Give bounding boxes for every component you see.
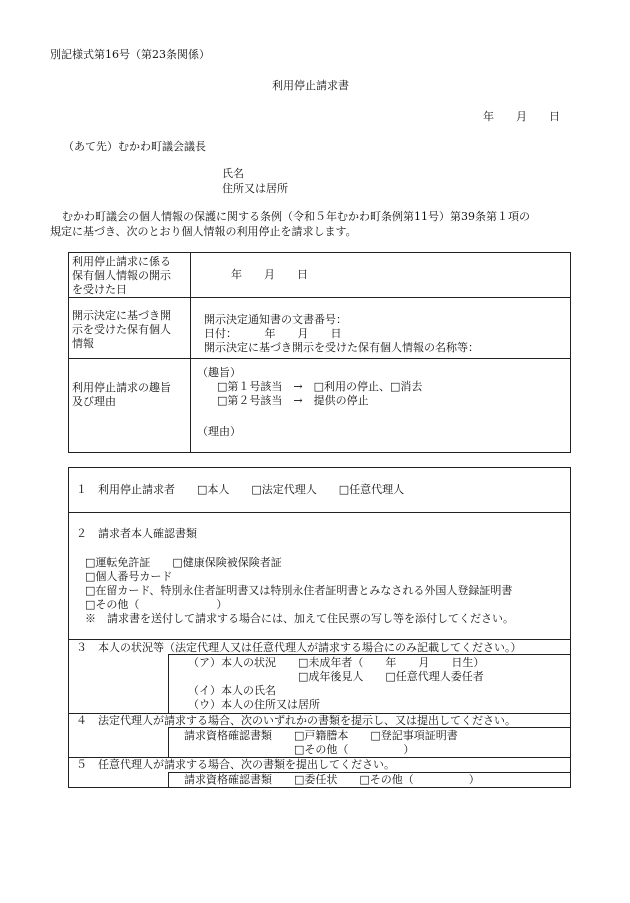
requester-info-table	[68, 467, 571, 788]
id-documents-heading: ２ 請求者本人確認書類	[76, 527, 197, 540]
disclosure-date-field[interactable]: 年 月 日	[231, 268, 308, 281]
notice-date-field: 日付： 年 月 日	[204, 327, 342, 340]
principal-status-fields[interactable]: （ア）本人の状況 □未成年者（ 年 月 日生） □成年後見人 □任意代理人委任者 （イ）本人の氏名 （ウ）本人の住所又は居所	[188, 656, 485, 711]
applicant-address-label: 住所又は居所	[222, 182, 288, 195]
disclosed-info-fields[interactable]	[204, 313, 479, 355]
purpose-option-2[interactable]: □第２号該当 → 提供の停止	[217, 394, 369, 407]
applicant-name-label: 氏名	[222, 167, 244, 180]
intro-line-1: むかわ町議会の個人情報の保護に関する条例（令和５年むかわ町条例第11号）第39条第１項の	[62, 210, 530, 223]
disclosed-info-label: 開示決定に基づき開 示を受けた保有個人 情報	[72, 309, 171, 350]
purpose-option-1[interactable]: □第１号該当 → □利用の停止、□消去	[217, 380, 423, 393]
addressee: （あて先）むかわ町議会議長	[63, 140, 206, 153]
intro-line-2: 規定に基づき、次のとおり個人情報の利用停止を請求します。	[50, 225, 357, 238]
legal-agent-documents[interactable]: 請求資格確認書類 □戸籍謄本 □登記事項証明書 □その他（ ）	[184, 729, 458, 756]
purpose-reason-label: 利用停止請求の趣旨 及び理由	[72, 381, 171, 408]
disclosure-date-label: 利用停止請求に係る 保有個人情報の開示 を受けた日	[72, 255, 171, 296]
page-title: 利用停止請求書	[272, 79, 349, 92]
purpose-heading: （趣旨）	[197, 366, 241, 379]
reason-heading: （理由）	[197, 425, 241, 438]
voluntary-agent-documents[interactable]: 請求資格確認書類 □委任状 □その他（ ）	[184, 773, 480, 786]
id-documents-options[interactable]: □運転免許証 □健康保険被保険者証 □個人番号カード □在留カード、特別永住者証明書又は特別永住者証明書とみなされる外国人登録証明書 □その他（ ） ※ 請求書を送付して請求する場合には、加えて住民票の写し等を添付してください。	[85, 556, 514, 625]
voluntary-agent-heading: ５ 任意代理人が請求する場合、次の書類を提出してください。	[76, 758, 395, 771]
mail-note: ※ 請求書を送付して請求する場合には、加えて住民票の写し等を添付してください。	[85, 612, 514, 625]
form-reference: 別記様式第16号（第23条関係）	[50, 48, 210, 61]
info-name-field: 開示決定に基づき開示を受けた保有個人情報の名称等：	[204, 341, 479, 354]
notice-number-field: 開示決定通知書の文書番号：	[204, 313, 347, 326]
principal-status-heading: ３ 本人の状況等（法定代理人又は任意代理人が請求する場合にのみ記載してください。）	[76, 641, 522, 654]
request-details-table	[68, 252, 571, 453]
legal-agent-heading: ４ 法定代理人が請求する場合、次のいずれかの書類を提示し、又は提出してください。	[76, 714, 516, 727]
requester-type-row[interactable]: １ 利用停止請求者 □本人 □法定代理人 □任意代理人	[76, 483, 405, 496]
date-line: 年 月 日	[483, 110, 560, 123]
